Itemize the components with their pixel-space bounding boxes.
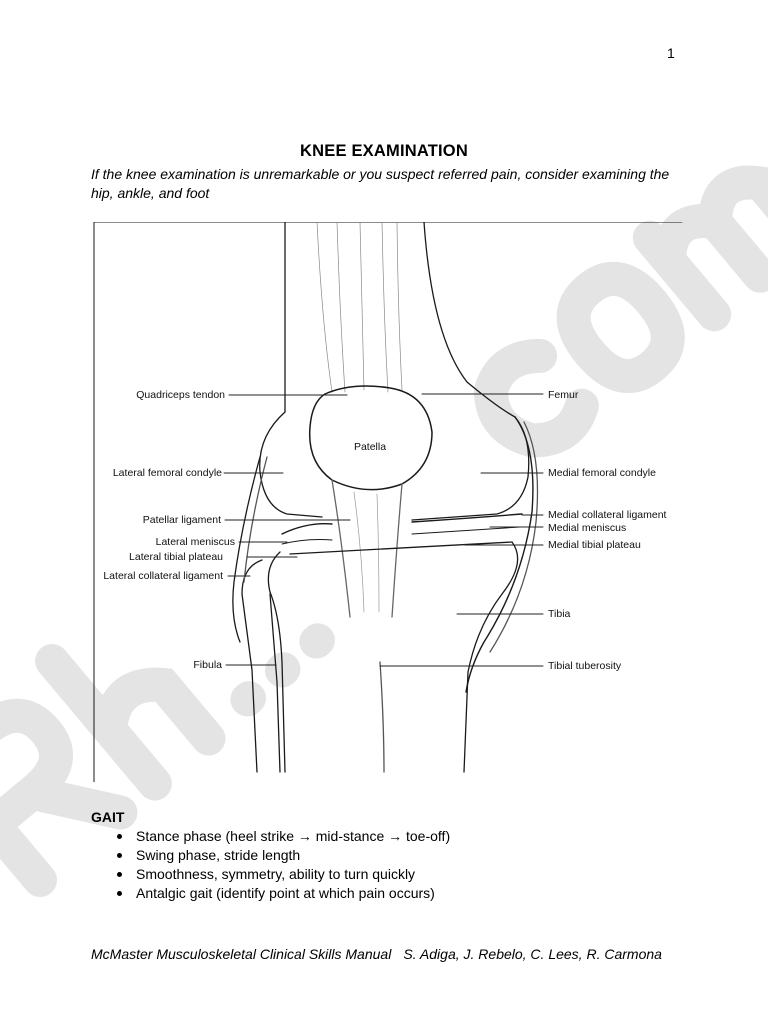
list-item <box>91 884 450 903</box>
bullet-icon <box>117 872 122 877</box>
page-footer <box>91 946 662 962</box>
list-item-text: Smoothness, symmetry, ability to turn quickly <box>136 866 416 882</box>
list-item <box>91 846 450 865</box>
label-lateral-collateral-ligament: Lateral collateral ligament <box>103 570 223 582</box>
label-lateral-femoral-condyle: Lateral femoral condyle <box>112 467 222 479</box>
intro-text: If the knee examination is unremarkable or you suspect referred pain, consider examining the hip, ankle, and foot <box>91 166 670 201</box>
list-item-text: Stance phase (heel strike → mid-stance → toe-off) <box>136 828 451 844</box>
bullet-icon <box>117 853 122 858</box>
knee-diagram <box>92 222 684 782</box>
label-medial-collateral-ligament: Medial collateral ligament <box>548 509 667 521</box>
list-item <box>91 827 450 846</box>
label-medial-femoral-condyle: Medial femoral condyle <box>548 467 656 479</box>
footer-authors: S. Adiga, J. Rebelo, C. Lees, R. Carmona <box>403 946 662 962</box>
label-femur: Femur <box>548 389 579 401</box>
label-tibial-tuberosity: Tibial tuberosity <box>548 660 622 672</box>
label-patella: Patella <box>353 441 387 453</box>
bullet-icon <box>117 891 122 896</box>
gait-list <box>91 827 450 903</box>
label-medial-tibial-plateau: Medial tibial plateau <box>548 539 641 551</box>
list-item-text: Swing phase, stride length <box>136 847 301 863</box>
footer-source: McMaster Musculoskeletal Clinical Skills Manual <box>91 946 392 962</box>
label-lateral-meniscus: Lateral meniscus <box>155 536 235 548</box>
label-lateral-tibial-plateau: Lateral tibial plateau <box>129 551 223 563</box>
label-quadriceps-tendon: Quadriceps tendon <box>136 389 225 401</box>
label-fibula: Fibula <box>193 659 222 671</box>
bullet-icon <box>117 834 122 839</box>
page-title: KNEE EXAMINATION <box>300 142 468 160</box>
list-item <box>91 865 450 884</box>
label-tibia: Tibia <box>548 608 571 620</box>
page-number: 1 <box>667 45 675 61</box>
list-item-text: Antalgic gait (identify point at which pain occurs) <box>136 885 435 901</box>
label-patellar-ligament: Patellar ligament <box>142 514 221 526</box>
label-medial-meniscus: Medial meniscus <box>548 522 627 534</box>
knee-anatomy-figure <box>92 222 684 782</box>
gait-heading: GAIT <box>91 809 125 825</box>
